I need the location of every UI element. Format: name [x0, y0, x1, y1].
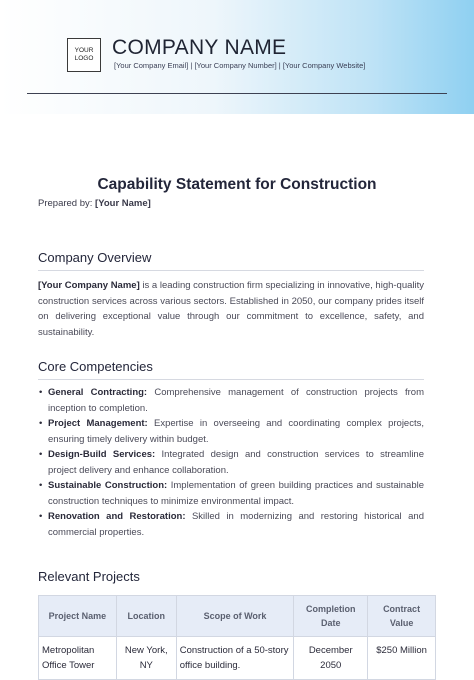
- document-title: Capability Statement for Construction: [97, 176, 377, 193]
- column-header-contract-value: Contract Value: [368, 596, 436, 637]
- core-competencies-heading: Core Competencies: [38, 359, 153, 374]
- competency-text: Implementation of green building practices and sustainable construction techniques to minimize environmental impact.: [48, 480, 425, 507]
- list-item: [38, 447, 424, 478]
- section-divider: [38, 379, 424, 380]
- competency-label: Renovation and Restoration:: [48, 511, 186, 522]
- list-item: [38, 478, 424, 509]
- list-item: [38, 416, 424, 447]
- logo-placeholder: [67, 38, 101, 72]
- section-divider: [38, 270, 424, 271]
- competency-label: General Contracting:: [48, 387, 148, 398]
- cell-completion-date: December 2050: [294, 637, 368, 680]
- table-header-row: [39, 596, 436, 637]
- header-divider: [27, 93, 447, 94]
- prepared-by: [38, 198, 151, 209]
- prepared-by-label: Prepared by:: [38, 198, 93, 209]
- table-row: [39, 637, 436, 680]
- overview-body: is a leading construction firm specializing in innovative, high-quality construction services across various sectors. Established in 2050, our company prides itself on delivering exceptional value through our commitment to excellence, safety, and sustainability.: [38, 280, 425, 338]
- company-contact-line: [Your Company Email] | [Your Company Number] | [Your Company Website]: [114, 61, 366, 70]
- core-competencies-section: [38, 359, 424, 540]
- list-item: [38, 385, 424, 416]
- competency-label: Sustainable Construction:: [48, 480, 168, 491]
- competency-list: [38, 385, 424, 540]
- company-name: COMPANY NAME: [112, 36, 287, 59]
- relevant-projects-section: [38, 569, 427, 680]
- bullet-icon: •: [39, 387, 43, 398]
- competency-label: Project Management:: [48, 418, 148, 429]
- cell-location: New York, NY: [116, 637, 176, 680]
- cell-scope: Construction of a 50-story office building.: [176, 637, 294, 680]
- bullet-icon: •: [39, 480, 43, 491]
- column-header-scope: Scope of Work: [176, 596, 294, 637]
- company-overview-text: [38, 278, 424, 340]
- column-header-project-name: Project Name: [39, 596, 117, 637]
- company-overview-heading: Company Overview: [38, 250, 152, 265]
- list-item: [38, 509, 424, 540]
- projects-table: [38, 595, 436, 680]
- prepared-by-value: [Your Name]: [95, 198, 151, 209]
- column-header-location: Location: [116, 596, 176, 637]
- company-overview-section: [38, 250, 424, 340]
- cell-project-name: Metropolitan Office Tower: [39, 637, 117, 680]
- competency-text: Skilled in modernizing and restoring historical and commercial properties.: [48, 511, 424, 538]
- company-name-placeholder: [Your Company Name]: [38, 280, 140, 291]
- competency-text: Comprehensive management of construction projects from inception to completion.: [48, 387, 424, 414]
- competency-label: Design-Build Services:: [48, 449, 156, 460]
- logo-line-1: YOUR: [74, 47, 94, 54]
- bullet-icon: •: [39, 418, 43, 429]
- competency-text: Expertise in overseeing and coordinating complex projects, ensuring timely delivery within budget.: [48, 418, 424, 445]
- document-header: [0, 0, 474, 114]
- competency-text: Integrated design and construction services to streamline project delivery and enhance collaboration.: [48, 449, 424, 476]
- logo-line-2: LOGO: [74, 55, 94, 62]
- relevant-projects-heading: Relevant Projects: [38, 569, 140, 584]
- bullet-icon: •: [39, 449, 43, 460]
- cell-contract-value: $250 Million: [368, 637, 436, 680]
- column-header-completion-date: Completion Date: [294, 596, 368, 637]
- bullet-icon: •: [39, 511, 43, 522]
